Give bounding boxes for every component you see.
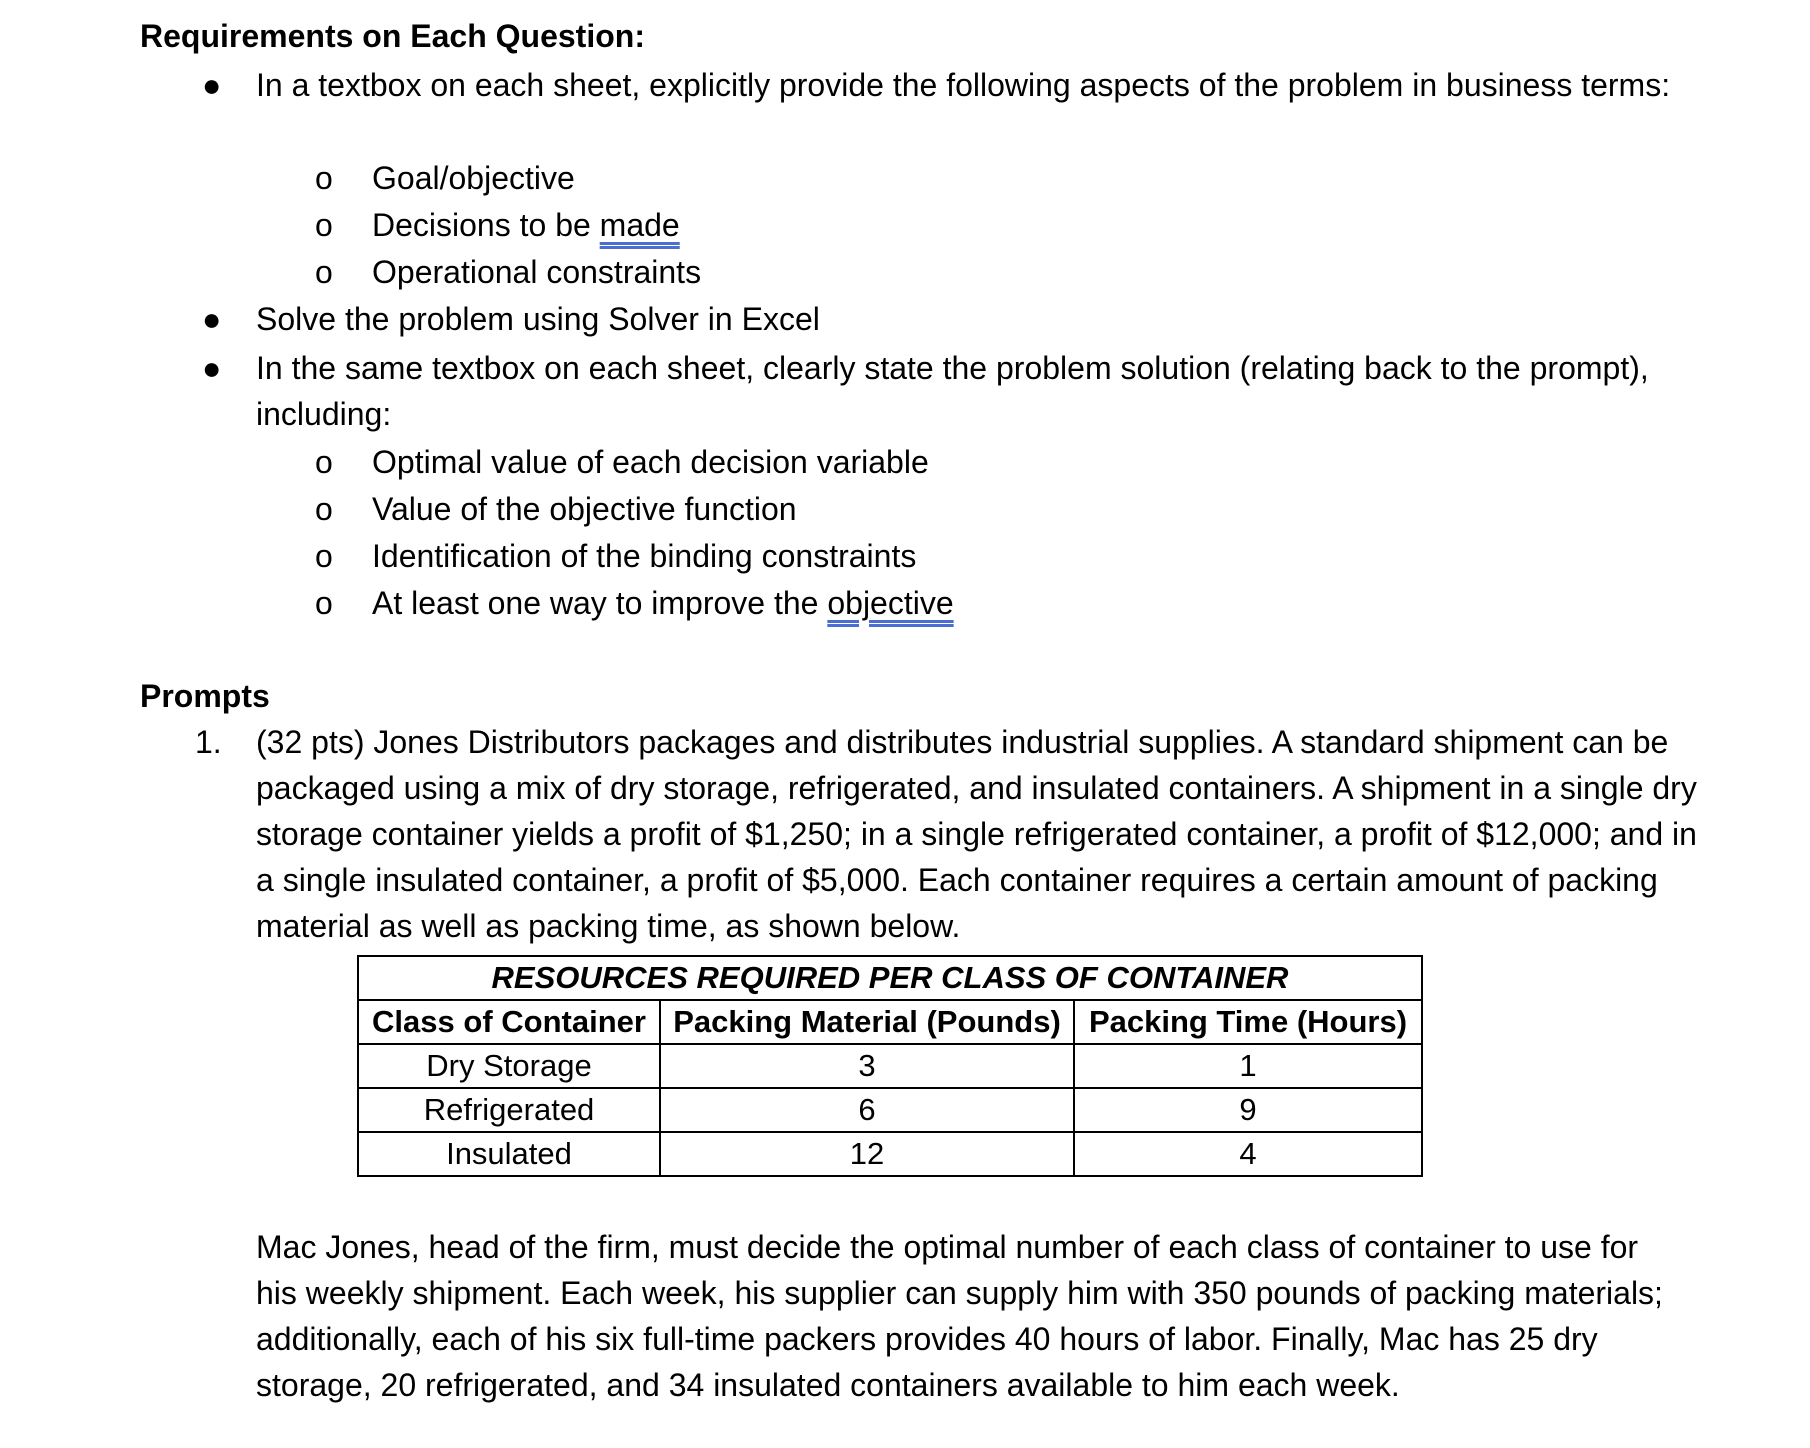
requirement-sub-decisions-text xyxy=(372,202,680,248)
decisions-text: Decisions to be xyxy=(372,207,600,243)
table-cell: 4 xyxy=(1074,1132,1422,1176)
sub-marker: o xyxy=(315,585,333,621)
objective-underlined-word: objective xyxy=(827,585,954,621)
bullet-marker: ● xyxy=(202,301,222,337)
requirement-sub-constraints-text: Operational constraints xyxy=(372,254,702,290)
prompt-item-1-text: (32 pts) Jones Distributors packages and distributes industrial supplies. A standard shipment can be packaged using a mix of dry storage, refrigerated, and insulated containers. A shipment in a single dry storage container yields a profit of $1,250; in a single refrigerated container, a profit of $12,000; and in a single insulated container, a profit of $5,000. Each container requires a certain amount of packing material as well as packing time, as shown below. xyxy=(256,724,1697,944)
made-underlined-word: made xyxy=(599,207,680,243)
table-row xyxy=(358,1044,1422,1088)
table-cell: 12 xyxy=(660,1132,1074,1176)
requirement-sub-objective-value-text: Value of the objective function xyxy=(372,491,797,527)
resources-table-title: RESOURCES REQUIRED PER CLASS OF CONTAINER xyxy=(358,956,1422,1000)
table-cell: 1 xyxy=(1074,1044,1422,1088)
requirement-sub-improve-text xyxy=(372,580,954,626)
sub-marker: o xyxy=(315,160,333,196)
requirement-sub-optimal-text: Optimal value of each decision variable xyxy=(372,444,929,480)
sub-marker: o xyxy=(315,538,333,574)
table-cell: 9 xyxy=(1074,1088,1422,1132)
requirement-bullet-1-text: In a textbox on each sheet, explicitly provide the following aspects of the problem in business terms: xyxy=(256,67,1671,103)
requirement-bullet-2-text: Solve the problem using Solver in Excel xyxy=(256,301,820,337)
improve-text: At least one way to improve the xyxy=(372,585,828,621)
col-header-time: Packing Time (Hours) xyxy=(1074,1000,1422,1044)
sub-marker: o xyxy=(315,207,333,243)
table-cell: Refrigerated xyxy=(358,1088,660,1132)
bullet-marker: ● xyxy=(202,350,222,386)
table-row xyxy=(358,1132,1422,1176)
sub-marker: o xyxy=(315,491,333,527)
table-row xyxy=(358,1088,1422,1132)
prompts-heading: Prompts xyxy=(140,678,270,714)
table-cell: 6 xyxy=(660,1088,1074,1132)
requirement-bullet-3-text: In the same textbox on each sheet, clearly state the problem solution (relating back to the prompt), including: xyxy=(256,350,1649,432)
table-cell: Insulated xyxy=(358,1132,660,1176)
col-header-class: Class of Container xyxy=(358,1000,660,1044)
requirement-sub-goal-text: Goal/objective xyxy=(372,160,575,196)
bullet-marker: ● xyxy=(202,67,222,103)
sub-marker: o xyxy=(315,254,333,290)
table-cell: 3 xyxy=(660,1044,1074,1088)
sub-marker: o xyxy=(315,444,333,480)
requirements-heading: Requirements on Each Question: xyxy=(140,18,645,54)
table-cell: Dry Storage xyxy=(358,1044,660,1088)
prompt-item-1-paragraph-2: Mac Jones, head of the firm, must decide the optimal number of each class of container to use for his weekly shipment. Each week, his supplier can supply him with 350 pounds of packing materials; additionally, each of his six full-time packers provides 40 hours of labor. Finally, Mac has 25 dry storage, 20 refrigerated, and 34 insulated containers available to him each week. xyxy=(256,1229,1663,1403)
resources-table xyxy=(357,955,1423,1177)
requirement-sub-binding-text: Identification of the binding constraints xyxy=(372,538,917,574)
col-header-material: Packing Material (Pounds) xyxy=(660,1000,1074,1044)
prompt-number: 1. xyxy=(195,724,222,760)
